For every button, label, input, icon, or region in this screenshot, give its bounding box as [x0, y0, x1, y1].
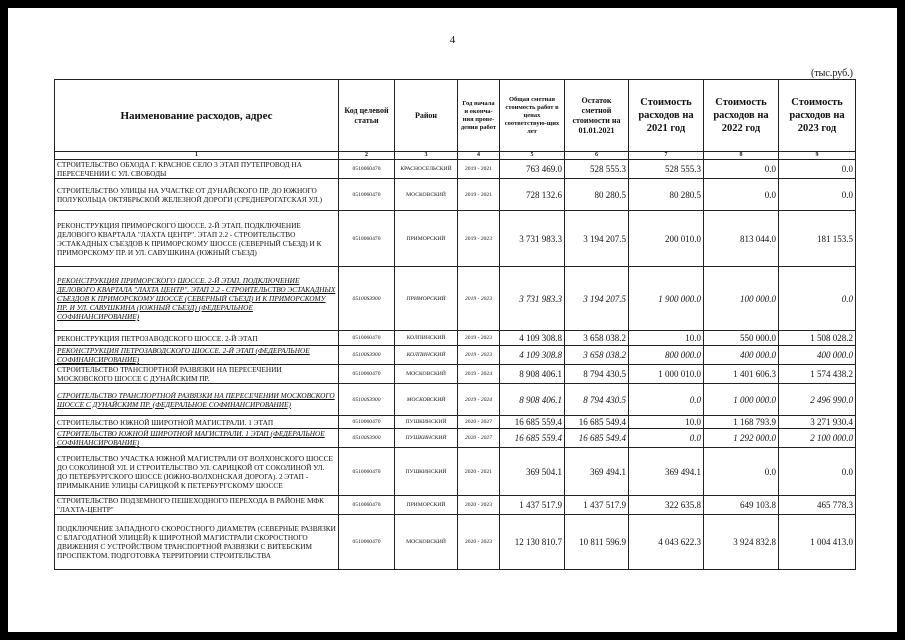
- column-number: 7: [629, 152, 704, 160]
- table-row: [55, 267, 856, 331]
- row-cost-2023-cell: 0.0: [779, 179, 856, 211]
- header-remaining: Остаток сметной стоимости на 01.01.2021: [565, 80, 629, 152]
- row-cost-2021-cell: 322 635.8: [629, 496, 704, 515]
- table-row: [55, 346, 856, 365]
- row-total-cost-cell: 3 731 983.3: [500, 267, 565, 331]
- row-code-cell: 0510060470: [339, 416, 395, 429]
- row-name-cell: РЕКОНСТРУКЦИЯ ПРИМОРСКОГО ШОССЕ. 2-Й ЭТАП. ПОДКЛЮЧЕНИЕ ДЕЛОВОГО КВАРТАЛА "ЛАХТА ЦЕНТР". ЭТАП 2.2 - СТРОИТЕЛЬСТВО ЭСТАКАДНЫХ СЪЕЗДОВ К ПРИМОРСКОМУ ШОССЕ (СЕВЕРНЫЙ СЪЕЗД) И К ПРИМОРСКОМУ ПР. И УЛ. САВУШКИНА (ЮЖНЫЙ СЪЕЗД): [55, 211, 339, 267]
- row-cost-2022-cell: 1 000 000.0: [704, 384, 779, 416]
- row-name-cell: РЕКОНСТРУКЦИЯ ПРИМОРСКОГО ШОССЕ. 2-Й ЭТАП. ПОДКЛЮЧЕНИЕ ДЕЛОВОГО КВАРТАЛА "ЛАХТА ЦЕНТР". ЭТАП 2.2 - СТРОИТЕЛЬСТВО ЭСТАКАДНЫХ СЪЕЗДОВ К ПРИМОРСКОМУ ШОССЕ (СЕВЕРНЫЙ СЪЕЗД) И К ПРИМОРСКОМУ ПР. И УЛ. САВУШКИНА (ЮЖНЫЙ СЪЕЗД) (ФЕДЕРАЛЬНОЕ СОФИНАНСИРОВАНИЕ): [55, 267, 339, 331]
- row-period-cell: 2019 - 2024: [458, 365, 500, 384]
- table-row: [55, 448, 856, 496]
- row-remaining-cell: 1 437 517.9: [565, 496, 629, 515]
- row-total-cost-cell: 4 109 308.8: [500, 346, 565, 365]
- row-cost-2022-cell: 0.0: [704, 448, 779, 496]
- row-code-cell: 0510060470: [339, 365, 395, 384]
- row-cost-2021-cell: 0.0: [629, 384, 704, 416]
- row-code-cell: 0510060470: [339, 515, 395, 570]
- row-cost-2023-cell: 3 271 930.4: [779, 416, 856, 429]
- row-name-cell: СТРОИТЕЛЬСТВО ПОДЗЕМНОГО ПЕШЕХОДНОГО ПЕРЕХОДА В РАЙОНЕ МФК "ЛАХТА-ЦЕНТР": [55, 496, 339, 515]
- column-number: 1: [55, 152, 339, 160]
- header-code: Код целевой статьи: [339, 80, 395, 152]
- row-district-cell: ПРИМОРСКИЙ: [395, 267, 458, 331]
- column-number: 9: [779, 152, 856, 160]
- table-body: [55, 160, 856, 570]
- row-cost-2022-cell: 1 292 000.0: [704, 429, 779, 448]
- row-period-cell: 2020 - 2023: [458, 515, 500, 570]
- row-name-cell: РЕКОНСТРУКЦИЯ ПЕТРОЗАВОДСКОГО ШОССЕ. 2-Й ЭТАП (ФЕДЕРАЛЬНОЕ СОФИНАНСИРОВАНИЕ): [55, 346, 339, 365]
- row-remaining-cell: 528 555.3: [565, 160, 629, 179]
- row-cost-2021-cell: 528 555.3: [629, 160, 704, 179]
- row-name-cell: СТРОИТЕЛЬСТВО УЧАСТКА ЮЖНОЙ МАГИСТРАЛИ ОТ ВОЛХОНСКОГО ШОССЕ ДО СОКОЛИНОЙ УЛ. И СТРОИТЕЛЬСТВО УЛ. САРИЦКОЙ ОТ СОКОЛИНОЙ УЛ. ДО ПЕТЕРБУРГСКОГО ШОССЕ (ЮЖНО-ВОЛХОНСКАЯ ДОРОГА). 2 ЭТАП - ПРИМЫКАНИЕ УЛИЦЫ САРИЦКОЙ К ПЕТЕРБУРГСКОМУ ШОССЕ: [55, 448, 339, 496]
- row-cost-2022-cell: 649 103.8: [704, 496, 779, 515]
- row-total-cost-cell: 4 109 308.8: [500, 331, 565, 346]
- row-cost-2023-cell: 1 574 438.2: [779, 365, 856, 384]
- table-row: [55, 429, 856, 448]
- row-period-cell: 2020 - 2023: [458, 496, 500, 515]
- row-district-cell: КРАСНОСЕЛЬСКИЙ: [395, 160, 458, 179]
- row-cost-2022-cell: 0.0: [704, 179, 779, 211]
- row-cost-2021-cell: 1 900 000.0: [629, 267, 704, 331]
- table-row: [55, 416, 856, 429]
- row-cost-2022-cell: 813 044.0: [704, 211, 779, 267]
- row-name-cell: СТРОИТЕЛЬСТВО УЛИЦЫ НА УЧАСТКЕ ОТ ДУНАЙСКОГО ПР. ДО ЮЖНОГО ПОЛУКОЛЬЦА ОКТЯБРЬСКОЙ ЖЕЛЕЗНОЙ ДОРОГИ (СРЕДНЕРОГАТСКАЯ УЛ.): [55, 179, 339, 211]
- column-number: 3: [395, 152, 458, 160]
- row-code-cell: 0510060470: [339, 211, 395, 267]
- row-cost-2021-cell: 369 494.1: [629, 448, 704, 496]
- row-cost-2021-cell: 0.0: [629, 429, 704, 448]
- row-remaining-cell: 3 194 207.5: [565, 211, 629, 267]
- document-page: [8, 8, 897, 632]
- row-total-cost-cell: 16 685 559.4: [500, 416, 565, 429]
- header-cost-2023: Стоимость расходов на 2023 год: [779, 80, 856, 152]
- page-number: 4: [449, 34, 456, 46]
- row-period-cell: 2020 - 2021: [458, 448, 500, 496]
- table-row: [55, 496, 856, 515]
- row-total-cost-cell: 8 908 406.1: [500, 384, 565, 416]
- header-cost-2021: Стоимость расходов на 2021 год: [629, 80, 704, 152]
- row-cost-2023-cell: 0.0: [779, 448, 856, 496]
- row-period-cell: 2020 - 2027: [458, 416, 500, 429]
- row-code-cell: 05100S3900: [339, 346, 395, 365]
- row-district-cell: ПУШКИНСКИЙ: [395, 416, 458, 429]
- row-remaining-cell: 369 494.1: [565, 448, 629, 496]
- row-district-cell: ПУШКИНСКИЙ: [395, 429, 458, 448]
- row-period-cell: 2019 - 2024: [458, 384, 500, 416]
- row-district-cell: ПРИМОРСКИЙ: [395, 496, 458, 515]
- row-cost-2022-cell: 3 924 832.8: [704, 515, 779, 570]
- row-district-cell: КОЛПИНСКИЙ: [395, 331, 458, 346]
- row-cost-2023-cell: 465 778.3: [779, 496, 856, 515]
- row-cost-2021-cell: 4 043 622.3: [629, 515, 704, 570]
- table-row: [55, 384, 856, 416]
- row-remaining-cell: 10 811 596.9: [565, 515, 629, 570]
- row-code-cell: 0510060470: [339, 496, 395, 515]
- table-row: [55, 331, 856, 346]
- row-cost-2023-cell: 0.0: [779, 160, 856, 179]
- row-period-cell: 2019 - 2021: [458, 179, 500, 211]
- row-cost-2022-cell: 100 000.0: [704, 267, 779, 331]
- row-period-cell: 2019 - 2023: [458, 267, 500, 331]
- row-cost-2023-cell: 400 000.0: [779, 346, 856, 365]
- row-total-cost-cell: 12 130 810.7: [500, 515, 565, 570]
- row-period-cell: 2019 - 2021: [458, 160, 500, 179]
- row-period-cell: 2020 - 2027: [458, 429, 500, 448]
- row-name-cell: РЕКОНСТРУКЦИЯ ПЕТРОЗАВОДСКОГО ШОССЕ. 2-Й ЭТАП: [55, 331, 339, 346]
- row-name-cell: СТРОИТЕЛЬСТВО ОБХОДА Г. КРАСНОЕ СЕЛО 3 ЭТАП ПУТЕПРОВОД НА ПЕРЕСЕЧЕНИИ С УЛ. СВОБОДЫ: [55, 160, 339, 179]
- row-name-cell: СТРОИТЕЛЬСТВО ТРАНСПОРТНОЙ РАЗВЯЗКИ НА ПЕРЕСЕЧЕНИИ МОСКОВСКОГО ШОССЕ С ДУНАЙСКИМ ПР. (ФЕДЕРАЛЬНОЕ СОФИНАНСИРОВАНИЕ): [55, 384, 339, 416]
- row-code-cell: 0510060470: [339, 179, 395, 211]
- row-cost-2021-cell: 800 000.0: [629, 346, 704, 365]
- column-number: 8: [704, 152, 779, 160]
- row-name-cell: СТРОИТЕЛЬСТВО ТРАНСПОРТНОЙ РАЗВЯЗКИ НА ПЕРЕСЕЧЕНИИ МОСКОВСКОГО ШОССЕ С ДУНАЙСКИМ ПР.: [55, 365, 339, 384]
- column-number: 6: [565, 152, 629, 160]
- row-cost-2022-cell: 1 401 606.3: [704, 365, 779, 384]
- column-number: 2: [339, 152, 395, 160]
- row-cost-2021-cell: 1 000 010.0: [629, 365, 704, 384]
- row-code-cell: 05100S3900: [339, 384, 395, 416]
- row-total-cost-cell: 3 731 983.3: [500, 211, 565, 267]
- row-cost-2022-cell: 400 000.0: [704, 346, 779, 365]
- row-name-cell: ПОДКЛЮЧЕНИЕ ЗАПАДНОГО СКОРОСТНОГО ДИАМЕТРА (СЕВЕРНЫЕ РАЗВЯЗКИ С БЛАГОДАТНОЙ УЛИЦЕЙ) К ШИРОТНОЙ МАГИСТРАЛИ СКОРОСТНОГО ДВИЖЕНИЯ С УСТРОЙСТВОМ ТРАНСПОРТНОЙ РАЗВЯЗКИ С ВИТЕБСКИМ ПРОСПЕКТОМ. ПОДГОТОВКА ТЕРРИТОРИИ СТРОИТЕЛЬСТВА: [55, 515, 339, 570]
- row-cost-2021-cell: 200 010.0: [629, 211, 704, 267]
- row-district-cell: КОЛПИНСКИЙ: [395, 346, 458, 365]
- row-remaining-cell: 16 685 549.4: [565, 416, 629, 429]
- row-code-cell: 0510060470: [339, 331, 395, 346]
- row-cost-2022-cell: 1 168 793.9: [704, 416, 779, 429]
- row-cost-2023-cell: 2 496 990.0: [779, 384, 856, 416]
- header-period: Год начала и оконча-ния прове-дения работ: [458, 80, 500, 152]
- row-total-cost-cell: 369 504.1: [500, 448, 565, 496]
- row-remaining-cell: 80 280.5: [565, 179, 629, 211]
- row-total-cost-cell: 1 437 517.9: [500, 496, 565, 515]
- expenses-table: [54, 79, 856, 570]
- row-district-cell: МОСКОВСКИЙ: [395, 384, 458, 416]
- row-period-cell: 2019 - 2023: [458, 346, 500, 365]
- row-district-cell: ПРИМОРСКИЙ: [395, 211, 458, 267]
- units-label: (тыс.руб.): [810, 68, 853, 79]
- column-number: 4: [458, 152, 500, 160]
- row-period-cell: 2019 - 2023: [458, 331, 500, 346]
- row-code-cell: 0510060470: [339, 448, 395, 496]
- row-remaining-cell: 3 194 207.5: [565, 267, 629, 331]
- table-row: [55, 179, 856, 211]
- row-district-cell: МОСКОВСКИЙ: [395, 365, 458, 384]
- row-code-cell: 0510060470: [339, 160, 395, 179]
- row-cost-2023-cell: 181 153.5: [779, 211, 856, 267]
- row-cost-2021-cell: 10.0: [629, 331, 704, 346]
- header-cost-2022: Стоимость расходов на 2022 год: [704, 80, 779, 152]
- row-remaining-cell: 3 658 038.2: [565, 346, 629, 365]
- row-cost-2023-cell: 1 508 028.2: [779, 331, 856, 346]
- column-number-row: [55, 152, 856, 160]
- row-cost-2023-cell: 0.0: [779, 267, 856, 331]
- header-total-cost: Общая сметная стоимость работ в ценах соответствую-щих лет: [500, 80, 565, 152]
- row-cost-2023-cell: 1 004 413.0: [779, 515, 856, 570]
- row-cost-2022-cell: 0.0: [704, 160, 779, 179]
- row-district-cell: ПУШКИНСКИЙ: [395, 448, 458, 496]
- row-name-cell: СТРОИТЕЛЬСТВО ЮЖНОЙ ШИРОТНОЙ МАГИСТРАЛИ. 1 ЭТАП: [55, 416, 339, 429]
- row-remaining-cell: 16 685 549.4: [565, 429, 629, 448]
- row-code-cell: 05100S3900: [339, 429, 395, 448]
- row-district-cell: МОСКОВСКИЙ: [395, 515, 458, 570]
- row-code-cell: 05100S3900: [339, 267, 395, 331]
- row-name-cell: СТРОИТЕЛЬСТВО ЮЖНОЙ ШИРОТНОЙ МАГИСТРАЛИ. 1 ЭТАП (ФЕДЕРАЛЬНОЕ СОФИНАНСИРОВАНИЕ): [55, 429, 339, 448]
- row-remaining-cell: 3 658 038.2: [565, 331, 629, 346]
- row-remaining-cell: 8 794 430.5: [565, 365, 629, 384]
- header-row: [55, 80, 856, 152]
- column-number: 5: [500, 152, 565, 160]
- row-cost-2022-cell: 550 000.0: [704, 331, 779, 346]
- row-cost-2021-cell: 10.0: [629, 416, 704, 429]
- table-row: [55, 160, 856, 179]
- header-district: Район: [395, 80, 458, 152]
- row-cost-2023-cell: 2 100 000.0: [779, 429, 856, 448]
- row-total-cost-cell: 728 132.6: [500, 179, 565, 211]
- row-district-cell: МОСКОВСКИЙ: [395, 179, 458, 211]
- row-period-cell: 2019 - 2023: [458, 211, 500, 267]
- row-cost-2021-cell: 80 280.5: [629, 179, 704, 211]
- row-total-cost-cell: 8 908 406.1: [500, 365, 565, 384]
- table-row: [55, 515, 856, 570]
- table-row: [55, 365, 856, 384]
- table-row: [55, 211, 856, 267]
- row-total-cost-cell: 16 685 559.4: [500, 429, 565, 448]
- row-total-cost-cell: 763 469.0: [500, 160, 565, 179]
- row-remaining-cell: 8 794 430.5: [565, 384, 629, 416]
- header-name: Наименование расходов, адрес: [55, 80, 339, 152]
